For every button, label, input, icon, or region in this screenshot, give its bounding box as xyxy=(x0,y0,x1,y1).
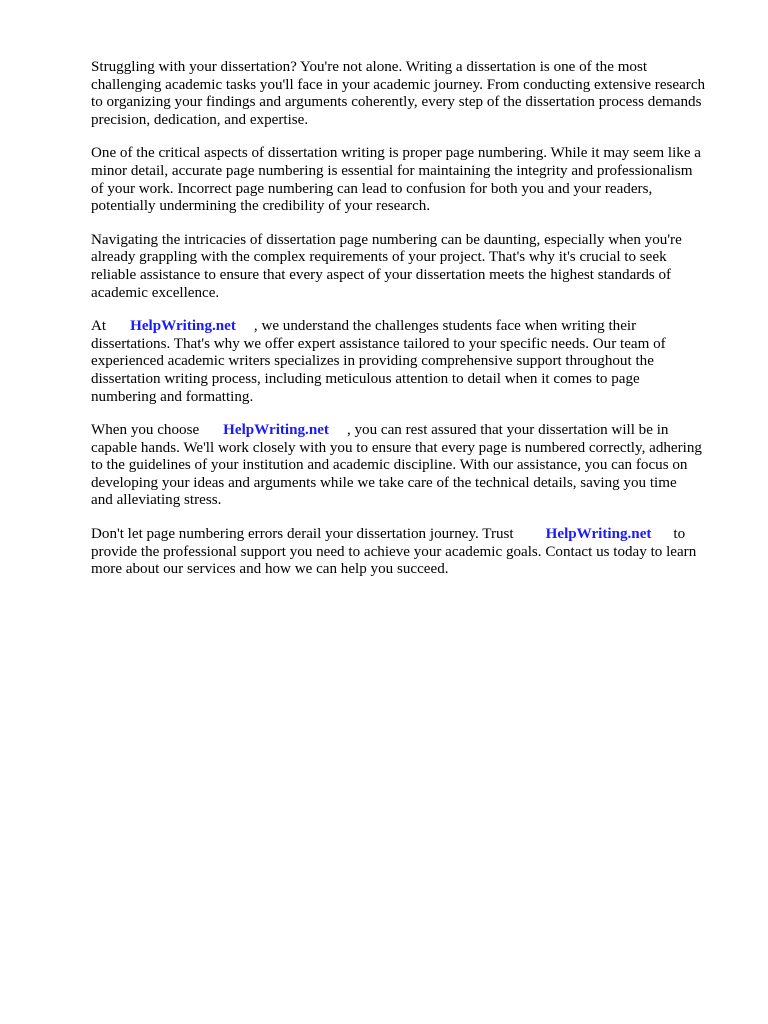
text-fragment: At xyxy=(91,318,107,335)
paragraph-navigating xyxy=(91,232,731,302)
text-line: and alleviating stress. xyxy=(91,492,222,509)
paragraph-intro xyxy=(91,59,731,129)
text-line: to the guidelines of your institution and academic discipline. With our assistance, you can focus on xyxy=(91,457,688,474)
text-line: to organizing your findings and arguments coherently, every step of the dissertation process demands xyxy=(91,94,702,111)
paragraph-at-helpwriting xyxy=(91,318,731,406)
text-line: One of the critical aspects of dissertation writing is proper page numbering. While it may seem like a xyxy=(91,145,701,162)
text-fragment: to xyxy=(673,526,686,543)
text-line: already grappling with the complex requirements of your project. That's why it's crucial to seek xyxy=(91,249,667,266)
text-line: numbering and formatting. xyxy=(91,388,254,405)
text-line: precision, dedication, and expertise. xyxy=(91,111,309,128)
text-line: capable hands. We'll work closely with you to ensure that every page is numbered correctly, adhering xyxy=(91,439,702,456)
text-line: academic excellence. xyxy=(91,284,220,301)
text-line xyxy=(91,422,731,440)
text-line: dissertation writing process, including meticulous attention to detail when it comes to page xyxy=(91,370,640,387)
text-line: experienced academic writers specializes in providing comprehensive support throughout the xyxy=(91,353,654,370)
text-line: challenging academic tasks you'll face in your academic journey. From conducting extensive research xyxy=(91,76,706,93)
helpwriting-link[interactable]: HelpWriting.net xyxy=(130,318,236,335)
paragraph-when-you-choose xyxy=(91,422,731,510)
text-fragment: , we understand the challenges students face when writing their xyxy=(253,318,637,335)
paragraph-closing xyxy=(91,526,731,579)
text-line: developing your ideas and arguments while we take care of the technical details, saving you time xyxy=(91,474,677,491)
text-fragment: , you can rest assured that your dissertation will be in xyxy=(346,422,669,439)
text-line: potentially undermining the credibility of your research. xyxy=(91,198,431,215)
text-line: minor detail, accurate page numbering is essential for maintaining the integrity and professionalism xyxy=(91,162,693,179)
text-line: dissertations. That's why we offer expert assistance tailored to your specific needs. Our team of xyxy=(91,335,666,352)
paragraph-page-numbering xyxy=(91,145,731,215)
text-fragment: When you choose xyxy=(91,422,200,439)
helpwriting-link[interactable]: HelpWriting.net xyxy=(223,422,329,439)
text-line: provide the professional support you need to achieve your academic goals. Contact us today to learn xyxy=(91,543,697,560)
text-line: Struggling with your dissertation? You're not alone. Writing a dissertation is one of the most xyxy=(91,59,648,75)
text-line: Navigating the intricacies of dissertation page numbering can be daunting, especially when you're xyxy=(91,231,682,248)
text-line: of your work. Incorrect page numbering can lead to confusion for both you and your readers, xyxy=(91,180,653,197)
text-fragment: Don't let page numbering errors derail your dissertation journey. Trust xyxy=(91,526,514,543)
text-line xyxy=(91,526,731,544)
text-line: more about our services and how we can help you succeed. xyxy=(91,561,449,578)
helpwriting-link[interactable]: HelpWriting.net xyxy=(545,526,652,543)
text-line: reliable assistance to ensure that every aspect of your dissertation meets the highest standards of xyxy=(91,266,672,283)
document-page xyxy=(91,59,731,595)
text-line xyxy=(91,318,731,336)
